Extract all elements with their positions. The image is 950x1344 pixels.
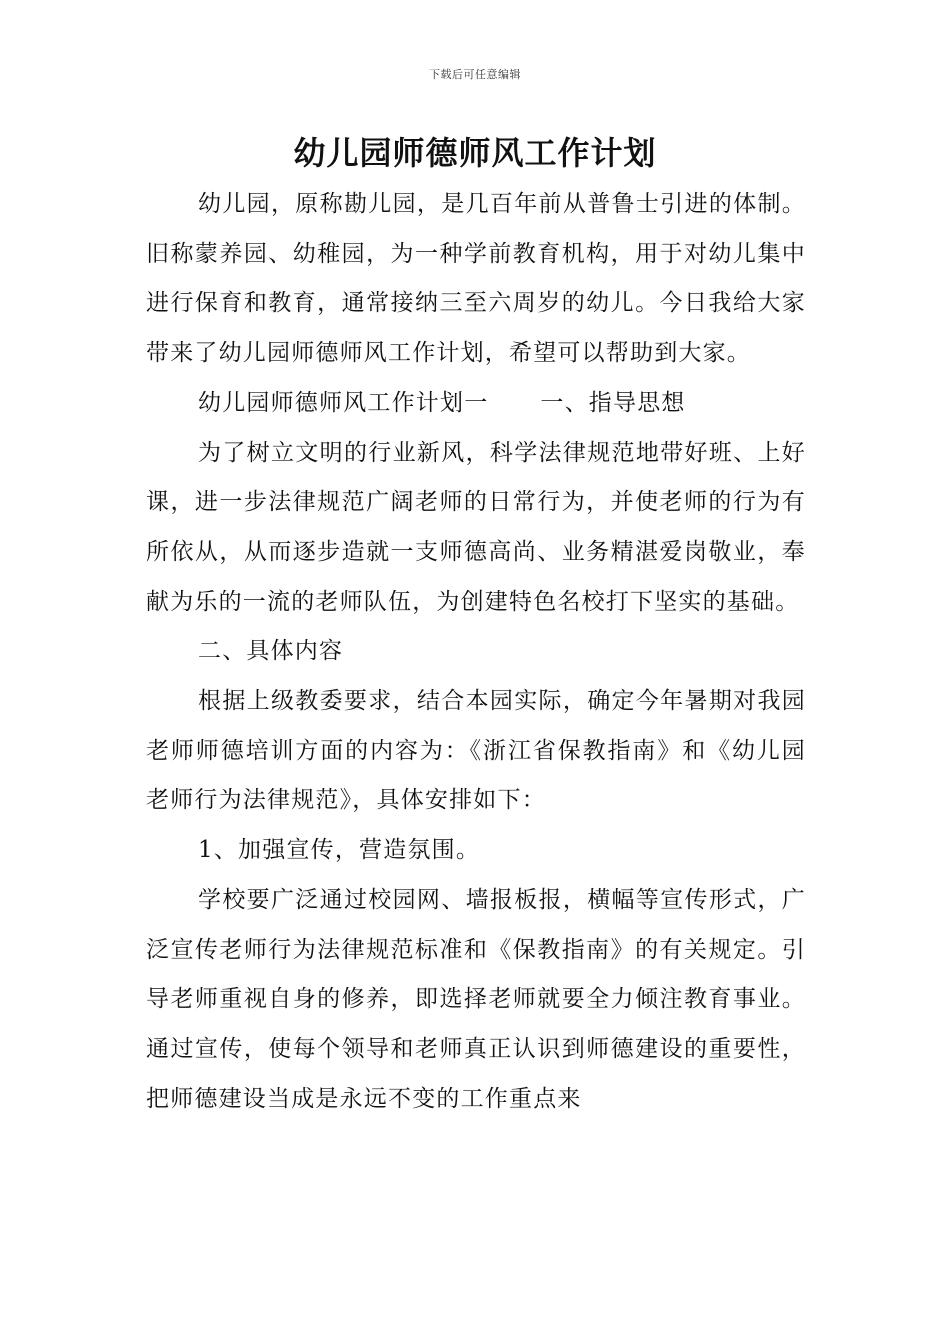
document-title: 幼儿园师德师风工作计划 [293,134,657,172]
section1-heading: 一、指导思想 [540,389,686,416]
section1-paragraph: 为了树立文明的行业新风，科学法律规范地带好班、上好课，进一步法律规范广阔老师的日常行为，并使老师的行为有所依从，从而逐步造就一支师德高尚、业务精湛爱岗敬业，奉献为乐的一流的老师队伍，为创建特色名校打下坚实的基础。 [146,439,806,615]
intro-paragraph: 幼儿园，原称勘儿园，是几百年前从普鲁士引进的体制。旧称蒙养园、幼稚园，为一种学前教育机构，用于对幼儿集中进行保育和教育，通常接纳三至六周岁的幼儿。今日我给大家带来了幼儿园师德师风工作计划，希望可以帮助到大家。 [146,191,806,367]
plan-heading-line [146,379,806,429]
plan-heading: 幼儿园师德师风工作计划一 [198,389,489,416]
item1-heading: 1、加强宣传，营造氛围。 [198,837,481,864]
document-body [146,180,806,1124]
section2-paragraph: 根据上级教委要求，结合本园实际，确定今年暑期对我园老师师德培训方面的内容为：《浙江省保教指南》和《幼儿园老师行为法律规范》，具体安排如下： [146,688,806,814]
item1-paragraph: 学校要广泛通过校园网、墙报板报，横幅等宣传形式，广泛宣传老师行为法律规范标准和《保教指南》的有关规定。引导老师重视自身的修养，即选择老师就要全力倾注教育事业。通过宣传，使每个领导和老师真正认识到师德建设的重要性，把师德建设当成是永远不变的工作重点来 [146,886,806,1112]
section2-heading: 二、具体内容 [198,638,344,665]
header-note: 下载后可任意编辑 [429,68,521,81]
